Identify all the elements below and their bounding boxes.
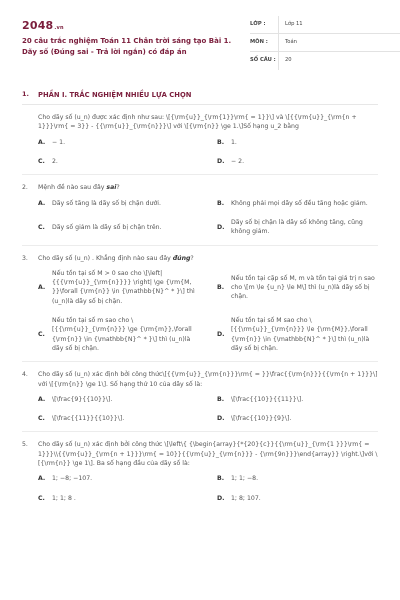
option-a[interactable] (38, 395, 199, 404)
options-grid (38, 474, 378, 503)
site-logo[interactable] (22, 18, 64, 35)
option-a[interactable] (38, 199, 199, 208)
option-letter: C. (38, 158, 45, 166)
question-4 (22, 370, 378, 423)
question-emphasis: sai (106, 184, 117, 192)
divider (22, 361, 378, 362)
question-2 (22, 183, 378, 236)
section-title: PHẦN I. TRẮC NGHIỆM NHIỀU LỰA CHỌN (38, 91, 192, 99)
option-d[interactable] (217, 414, 378, 423)
option-letter: C. (38, 223, 45, 231)
question-5 (22, 440, 378, 502)
option-letter: D. (217, 494, 225, 502)
option-letter: A. (38, 475, 46, 483)
section-number: 1. (22, 90, 29, 99)
option-text: Dãy số tăng là dãy số bị chặn dưới. (52, 199, 161, 207)
meta-row-grade (250, 16, 400, 34)
options-grid (38, 199, 378, 237)
option-text: Dãy số bị chặn là dãy số không tăng, cũng không giảm. (231, 218, 363, 236)
option-letter: B. (217, 283, 225, 291)
option-d[interactable] (217, 494, 378, 503)
option-letter: B. (217, 138, 225, 146)
option-a[interactable] (38, 138, 199, 147)
question-number: 5. (22, 441, 28, 449)
meta-row-subject (250, 34, 400, 52)
question-1 (22, 113, 378, 166)
option-d[interactable] (217, 316, 378, 353)
option-text: Không phải mọi dãy số đều tăng hoặc giảm. (231, 199, 368, 207)
divider (22, 174, 378, 175)
question-text-main: Mệnh đề nào sau đây (38, 184, 105, 192)
option-text: \[\frac{{11}}{{10}}\]. (52, 415, 125, 423)
meta-key: MÔN : (250, 38, 268, 45)
meta-key: SỐ CÂU : (250, 57, 276, 64)
option-text: − 1. (52, 138, 66, 146)
option-text: Nếu tồn tại số M > 0 sao cho \[\left| {{{\rm{u}}_{\rm{n}}}} \right| \ge {\rm{M, }}\forall {\rm{n}} \in {\mathbb{N}^ * }\] thì (u_n)là dãy số bị chặn. (52, 269, 195, 305)
divider (22, 245, 378, 246)
option-letter: A. (38, 283, 46, 291)
question-text-main: Cho dãy số (u_n) . Khẳng định nào sau đây (38, 254, 171, 262)
question-emphasis: đúng (172, 254, 191, 262)
question-text (38, 183, 378, 192)
option-text: 1; −8; −107. (52, 475, 93, 483)
option-text: 1. (231, 138, 237, 146)
option-letter: B. (217, 199, 225, 207)
option-b[interactable] (217, 395, 378, 404)
document-title: 20 câu trắc nghiệm Toán 11 Chân trời sáng tạo Bài 1. Dãy số (Đúng sai - Trả lời ngắn) có đáp án (22, 37, 232, 56)
meta-row-count (250, 52, 400, 70)
option-text: Nếu tồn tại cặp số M, m và tồn tại giá trị n sao cho \[m \le {u_n} \le M\] thì (u_n)là dãy số bị chặn. (231, 274, 375, 301)
meta-value: Lớp 11 (278, 16, 303, 33)
option-d[interactable] (217, 218, 378, 237)
question-suffix: ? (116, 184, 120, 192)
option-letter: A. (38, 199, 46, 207)
option-text: Nếu tồn tại số M sao cho \[{{\rm{u}}_{\rm{n}}} \le {\rm{M}},\forall {\rm{n}} \in {\mathbb{N}^ * }\] thì (u_n)là dãy số bị chặn. (231, 317, 370, 352)
option-a[interactable] (38, 474, 199, 483)
option-c[interactable] (38, 157, 199, 166)
question-text: Cho dãy số (u_n) xác định bởi công thức\[{{\rm{u}}_{\rm{n}}}\rm{ = }}\frac{{\rm{n}}}{{\rm{n + 1}}}\] với \[{\rm{n}} \ge 1\]. Số hạng thứ 10 của dãy số là: (38, 371, 378, 388)
option-letter: B. (217, 475, 225, 483)
option-text: − 2. (231, 158, 245, 166)
option-text: \[\frac{{10}}{9}\]. (231, 415, 292, 423)
divider (22, 431, 378, 432)
option-letter: D. (217, 415, 225, 423)
option-letter: C. (38, 330, 45, 338)
question-number: 3. (22, 254, 28, 262)
question-number: 4. (22, 371, 28, 379)
meta-value: Toán (278, 34, 297, 51)
option-c[interactable] (38, 218, 199, 237)
options-grid (38, 395, 378, 424)
option-a[interactable] (38, 269, 199, 306)
option-text: 1; 1; −8. (231, 475, 259, 483)
option-letter: A. (38, 395, 46, 403)
option-letter: D. (217, 330, 225, 338)
option-letter: D. (217, 223, 225, 231)
option-text: 2. (52, 158, 58, 166)
option-letter: D. (217, 158, 225, 166)
option-text: Nếu tồn tại số m sao cho \[{{\rm{u}}_{\rm{n}}} \ge {\rm{m}},\forall {\rm{n}} \in {\mathbb{N}^ * }\] thì (u_n)là dãy số bị chặn. (52, 317, 192, 352)
logo-text: 2048 (22, 19, 54, 32)
option-letter: C. (38, 494, 45, 502)
option-b[interactable] (217, 138, 378, 147)
question-number: 2. (22, 184, 28, 192)
option-c[interactable] (38, 316, 199, 353)
option-letter: C. (38, 415, 45, 423)
question-text (38, 254, 378, 263)
meta-value: 20 (278, 52, 292, 70)
option-letter: B. (217, 395, 225, 403)
option-letter: A. (38, 138, 46, 146)
question-suffix: ? (190, 254, 194, 262)
option-text: 1; 1; 8 . (52, 494, 76, 502)
meta-key: LỚP : (250, 20, 266, 27)
option-text: \[\frac{{10}}{{11}}\]. (231, 395, 304, 403)
options-grid (38, 138, 378, 167)
question-text: Cho dãy số (u_n) xác định bởi công thức \[\left\{ {\begin{array}{*{20}{c}}{{\rm{u}}_{\rm{1 }}}\rm{ = 1}}}\\{{\rm{u}}_{\rm{n + 1}}}\rm{ = 10}}{{\rm{u}}_{\rm{n}}} - {\rm{9n}}}\end{array}} \right.\]với \[{\rm{n}} \ge 1\]. Ba số hạng đầu của dãy số là: (38, 441, 378, 468)
options-grid (38, 269, 378, 353)
option-text: 1; 8; 107. (231, 494, 261, 502)
option-d[interactable] (217, 157, 378, 166)
document-header (22, 12, 378, 84)
option-b[interactable] (217, 199, 378, 208)
question-3 (22, 254, 378, 354)
option-text: \[\frac{9}{{10}}\]. (52, 395, 113, 403)
option-text: Dãy số giảm là dãy số bị chặn trên. (52, 223, 162, 231)
option-b[interactable] (217, 474, 378, 483)
option-c[interactable] (38, 494, 199, 503)
section-heading (22, 90, 378, 105)
meta-table (250, 16, 400, 70)
question-text: Cho dãy số (u_n) được xác định như sau: \[{\rm{u}}_{\rm{1}}\rm{ = 1}}\] và \[{{\rm{u}}_{\rm{n + 1}}}\rm{ = 3}} - {{\rm{u}}_{\rm{n}}}\] với \[{\rm{n}} \ge 1.\]Số hạng u_2 bằng (38, 114, 357, 131)
option-b[interactable] (217, 269, 378, 306)
logo-suffix: .vn (54, 25, 64, 31)
question-number (22, 113, 38, 132)
option-c[interactable] (38, 414, 199, 423)
